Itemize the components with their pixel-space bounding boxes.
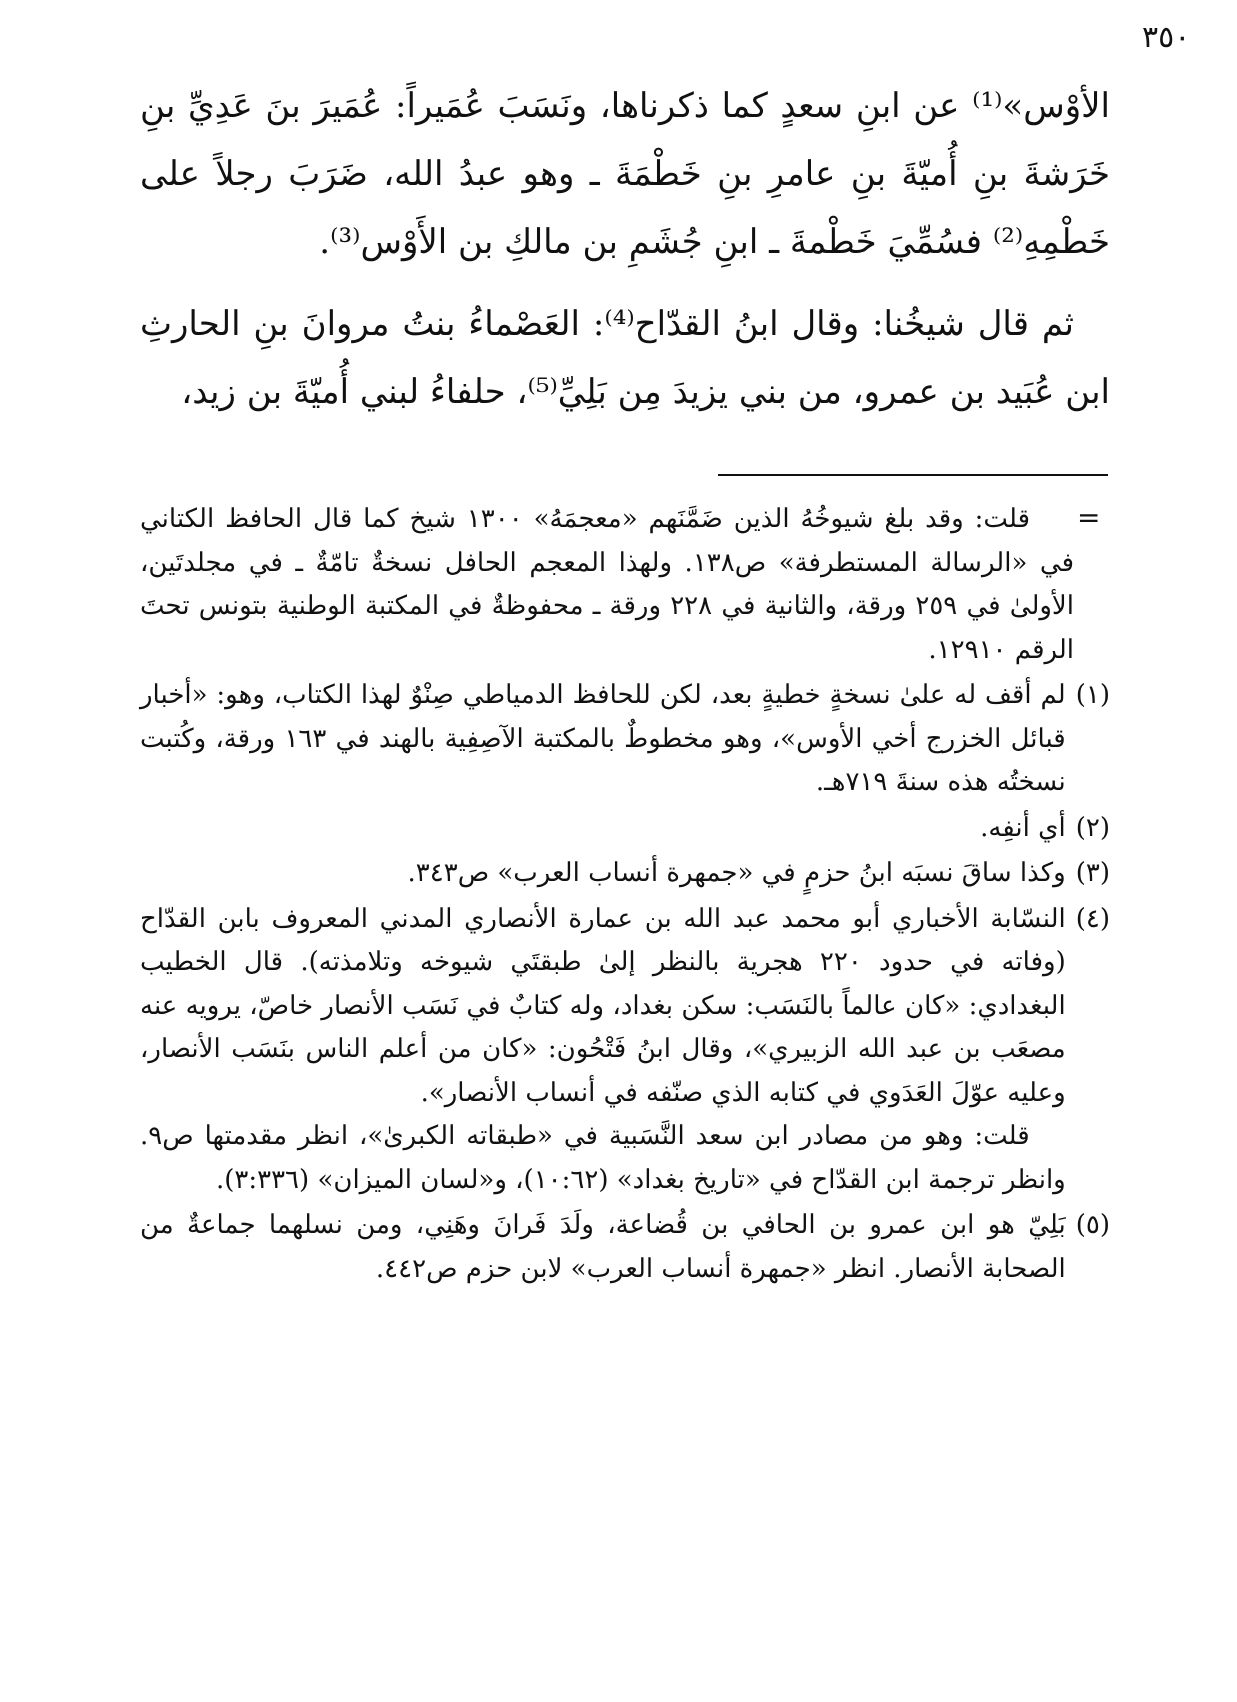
footnote-text-continued: قلت: وهو من مصادر ابن سعد النَّسَبية في «طبقاته الكبرىٰ»، انظر مقدمتها ص٩. وانظر ترجمة ابن القدّاح في «تاريخ بغداد» (١٠:٦٢)، و«لسان الميزان» (٣:٣٣٦). [140,1121,1066,1195]
footnote-text: وكذا ساقَ نسبَه ابنُ حزمٍ في «جمهرة أنساب العرب» ص٣٤٣. [407,858,1066,888]
footnote-number: (٥) [1075,1210,1110,1240]
footnotes [140,498,1110,1291]
footnote-4 [140,898,1110,1203]
footnote-number: (٣) [1075,858,1110,888]
footnote-number: (٤) [1075,903,1110,934]
main-paragraph-2: ثم قال شيخُنا: وقال ابنُ القدّاح⁽⁴⁾: العَصْماءُ بنتُ مروانَ بنِ الحارثِ ابن عُبَيد بن عمرو، من بني يزيدَ مِن بَلِيِّ⁽⁵⁾، حلفاءُ لبني أُميّةَ بن زيد، [140,304,1110,412]
footnote-separator [718,474,1108,476]
footnote-text: النسّابة الأخباري أبو محمد عبد الله بن عمارة الأنصاري المدني المعروف بابن القدّاح (وفاته في حدود ٢٢٠ هجرية بالنظر إلىٰ طبقتَي شيوخه وتلامذته). قال الخطيب البغدادي: «كان عالماً بالنَسَب: سكن بغداد، وله كتابٌ في نَسَب الأنصار خاصّ، يرويه عنه مصعَب بن عبد الله الزبيري»، وقال ابنُ فَتْحُون: «كان من أعلم الناس بنَسَب الأنصار، وعليه عوّلَ العَدَوي في كتابه الذي صنّفه في أنساب الأنصار». [140,903,1066,1108]
footnote-1 [140,674,1110,805]
footnote-number: (٢) [1075,812,1110,843]
footnote-3 [140,852,1110,896]
main-paragraph-1: الأوْس»⁽¹⁾ عن ابنِ سعدٍ كما ذكرناها، ونَسَبَ عُمَيراً: عُمَيرَ بنَ عَدِيِّ بنِ خَرَشةَ بنِ أُميّةَ بنِ عامرِ بنِ خَطْمَةَ ـ وهو عبدُ الله، ضَرَبَ رجلاً على خَطْمِهِ⁽²⁾ فسُمِّيَ خَطْمةَ ـ ابنِ جُشَمِ بن مالكِ بن الأَوْس⁽³⁾. [140,86,1110,262]
footnote-text: بَلِيّ هو ابن عمرو بن الحافي بن قُضاعة، ولَدَ فَرانَ وهَنِي، ومن نسلهما جماعةٌ من الصحابة الأنصار. انظر «جمهرة أنساب العرب» لابن حزم ص٤٤٢. [140,1210,1066,1284]
page-number: ٣٥٠ [1142,20,1191,55]
footnote-continuation-mark: = [1077,501,1101,534]
footnote-continued: قلت: وقد بلغ شيوخُهُ الذين ضَمَّنَهم «معجمَهُ» ١٣٠٠ شيخ كما قال الحافظ الكتاني في «الرسالة المستطرفة» ص١٣٨. ولهذا المعجم الحافل نسخةٌ تامّةٌ ـ في مجلدتَين، الأولىٰ في ٢٥٩ ورقة، والثانية في ٢٢٨ ورقة ـ محفوظةٌ في المكتبة الوطنية بتونس تحتَ الرقم ١٢٩١٠. [140,504,1074,665]
footnote-5 [140,1204,1110,1291]
main-text [140,72,1110,426]
footnote-number: (١) [1075,680,1110,710]
footnote-2 [140,807,1110,851]
footnote-text: لم أقف له علىٰ نسخةٍ خطيةٍ بعد، لكن للحافظ الدمياطي صِنْوٌ لهذا الكتاب، وهو: «أخبار قبائل الخزرج أخي الأوس»، وهو مخطوطٌ بالمكتبة الآصِفِية بالهند في ١٦٣ ورقة، وكُتبت نسختُه هذه سنةَ ٧١٩هـ. [140,680,1066,797]
footnote-text: أي أنفِه. [980,812,1066,843]
